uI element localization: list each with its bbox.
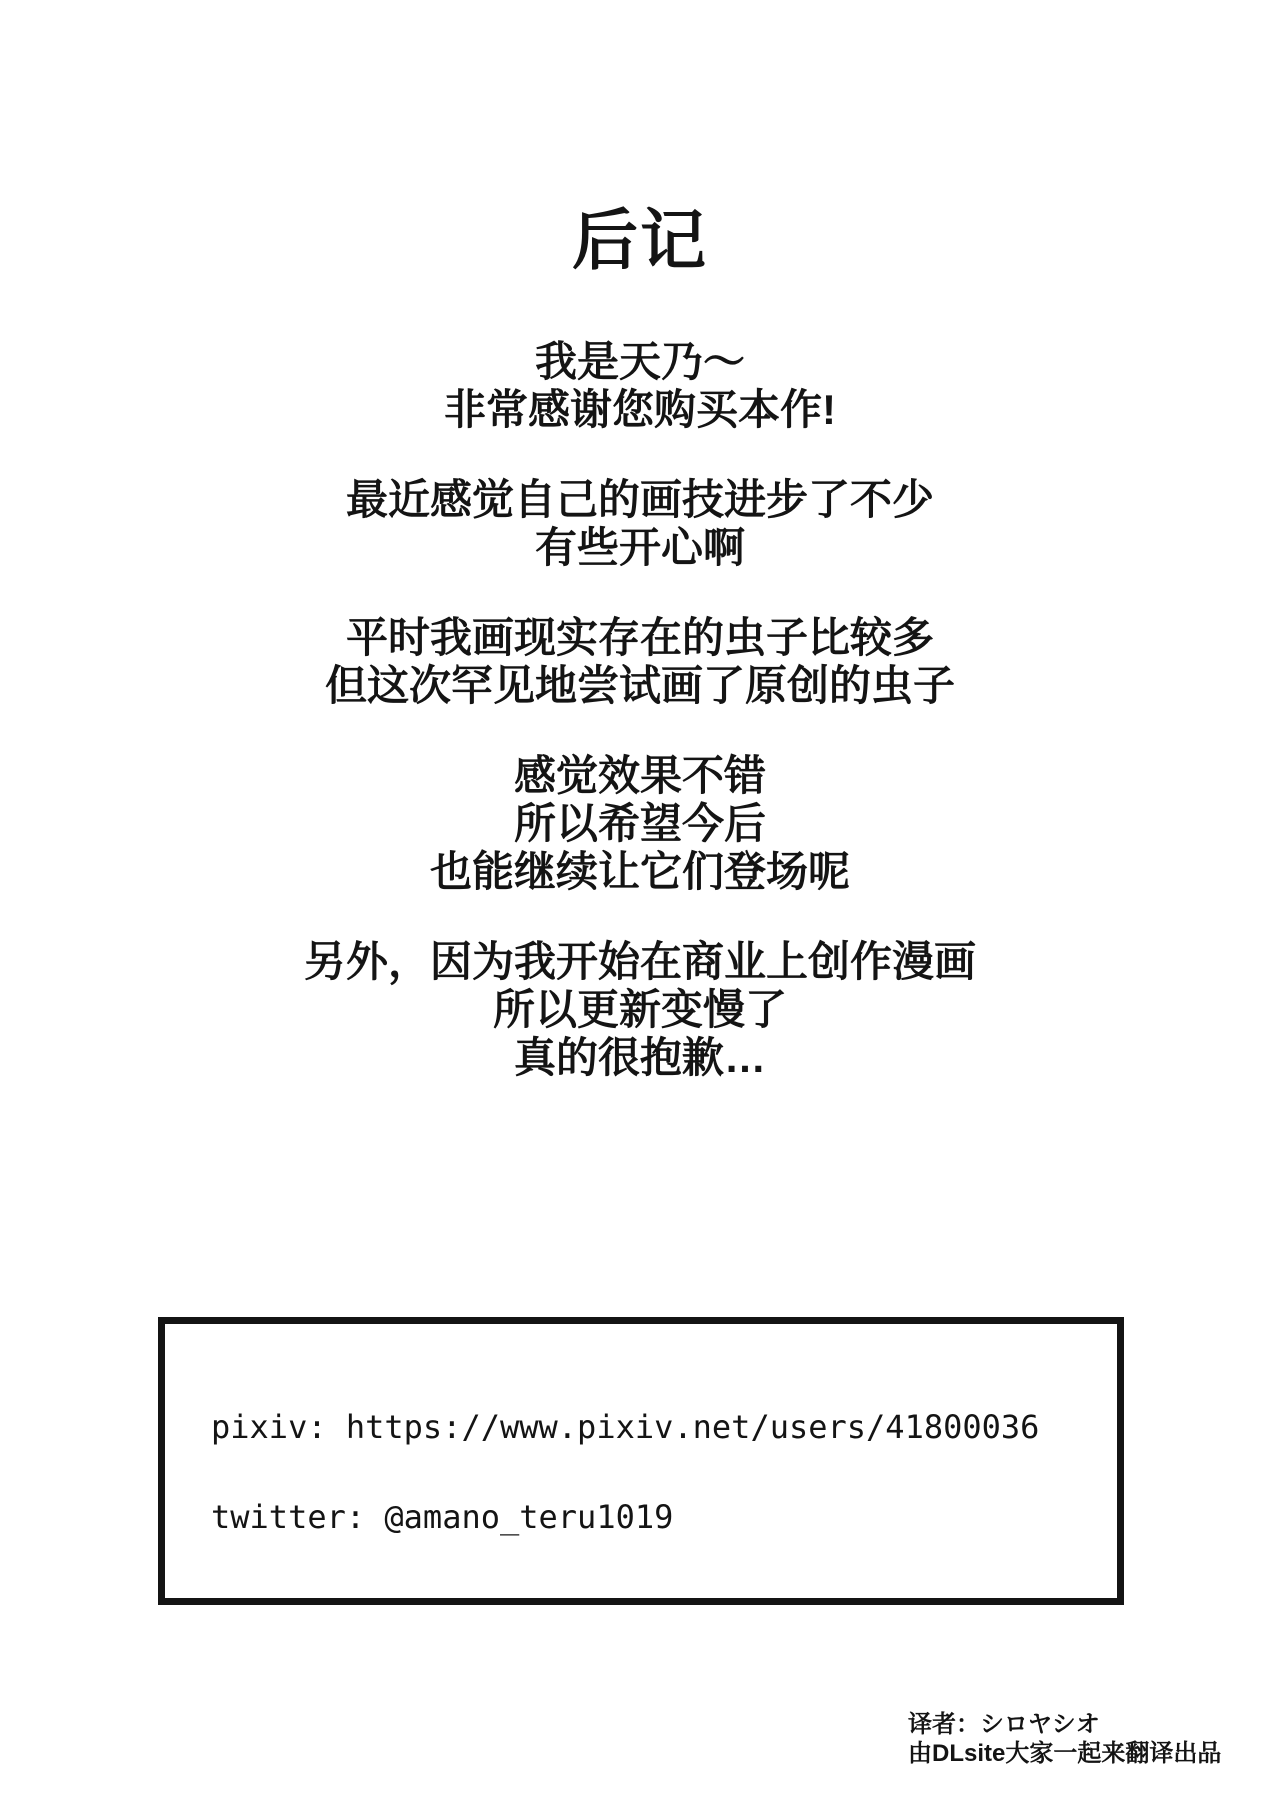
body-line: 所以更新变慢了 (492, 986, 787, 1033)
publisher-line: 由DLsite大家一起来翻译出品 (908, 1740, 1222, 1767)
pixiv-link[interactable]: pixiv: https://www.pixiv.net/users/41800036 (211, 1408, 1040, 1446)
twitter-link[interactable]: twitter: @amano_teru1019 (211, 1498, 674, 1536)
body-line: 所以希望今后 (513, 800, 766, 847)
paragraph-hope (0, 752, 1280, 896)
paragraph-apology (0, 938, 1280, 1082)
links-box (158, 1317, 1124, 1605)
body-line: 我是天乃～ (534, 338, 745, 385)
translator-line: 译者：シロヤシオ (908, 1711, 1100, 1738)
paragraph-improvement (0, 476, 1280, 572)
body-line: 平时我画现实存在的虫子比较多 (345, 614, 934, 661)
body-line: 最近感觉自己的画技进步了不少 (345, 476, 934, 523)
afterword-body (0, 338, 1280, 1124)
paragraph-greeting (0, 338, 1280, 434)
paragraph-bugs (0, 614, 1280, 710)
body-line: 非常感谢您购买本作! (444, 386, 836, 433)
translator-credits (908, 1710, 1221, 1768)
body-line: 有些开心啊 (534, 524, 745, 571)
body-line: 真的很抱歉… (513, 1034, 766, 1081)
body-line: 也能继续让它们登场呢 (429, 848, 850, 895)
page-title: 后记 (572, 203, 708, 277)
body-line: 另外，因为我开始在商业上创作漫画 (303, 938, 976, 985)
body-line: 感觉效果不错 (513, 752, 766, 799)
body-line: 但这次罕见地尝试画了原创的虫子 (324, 662, 955, 709)
